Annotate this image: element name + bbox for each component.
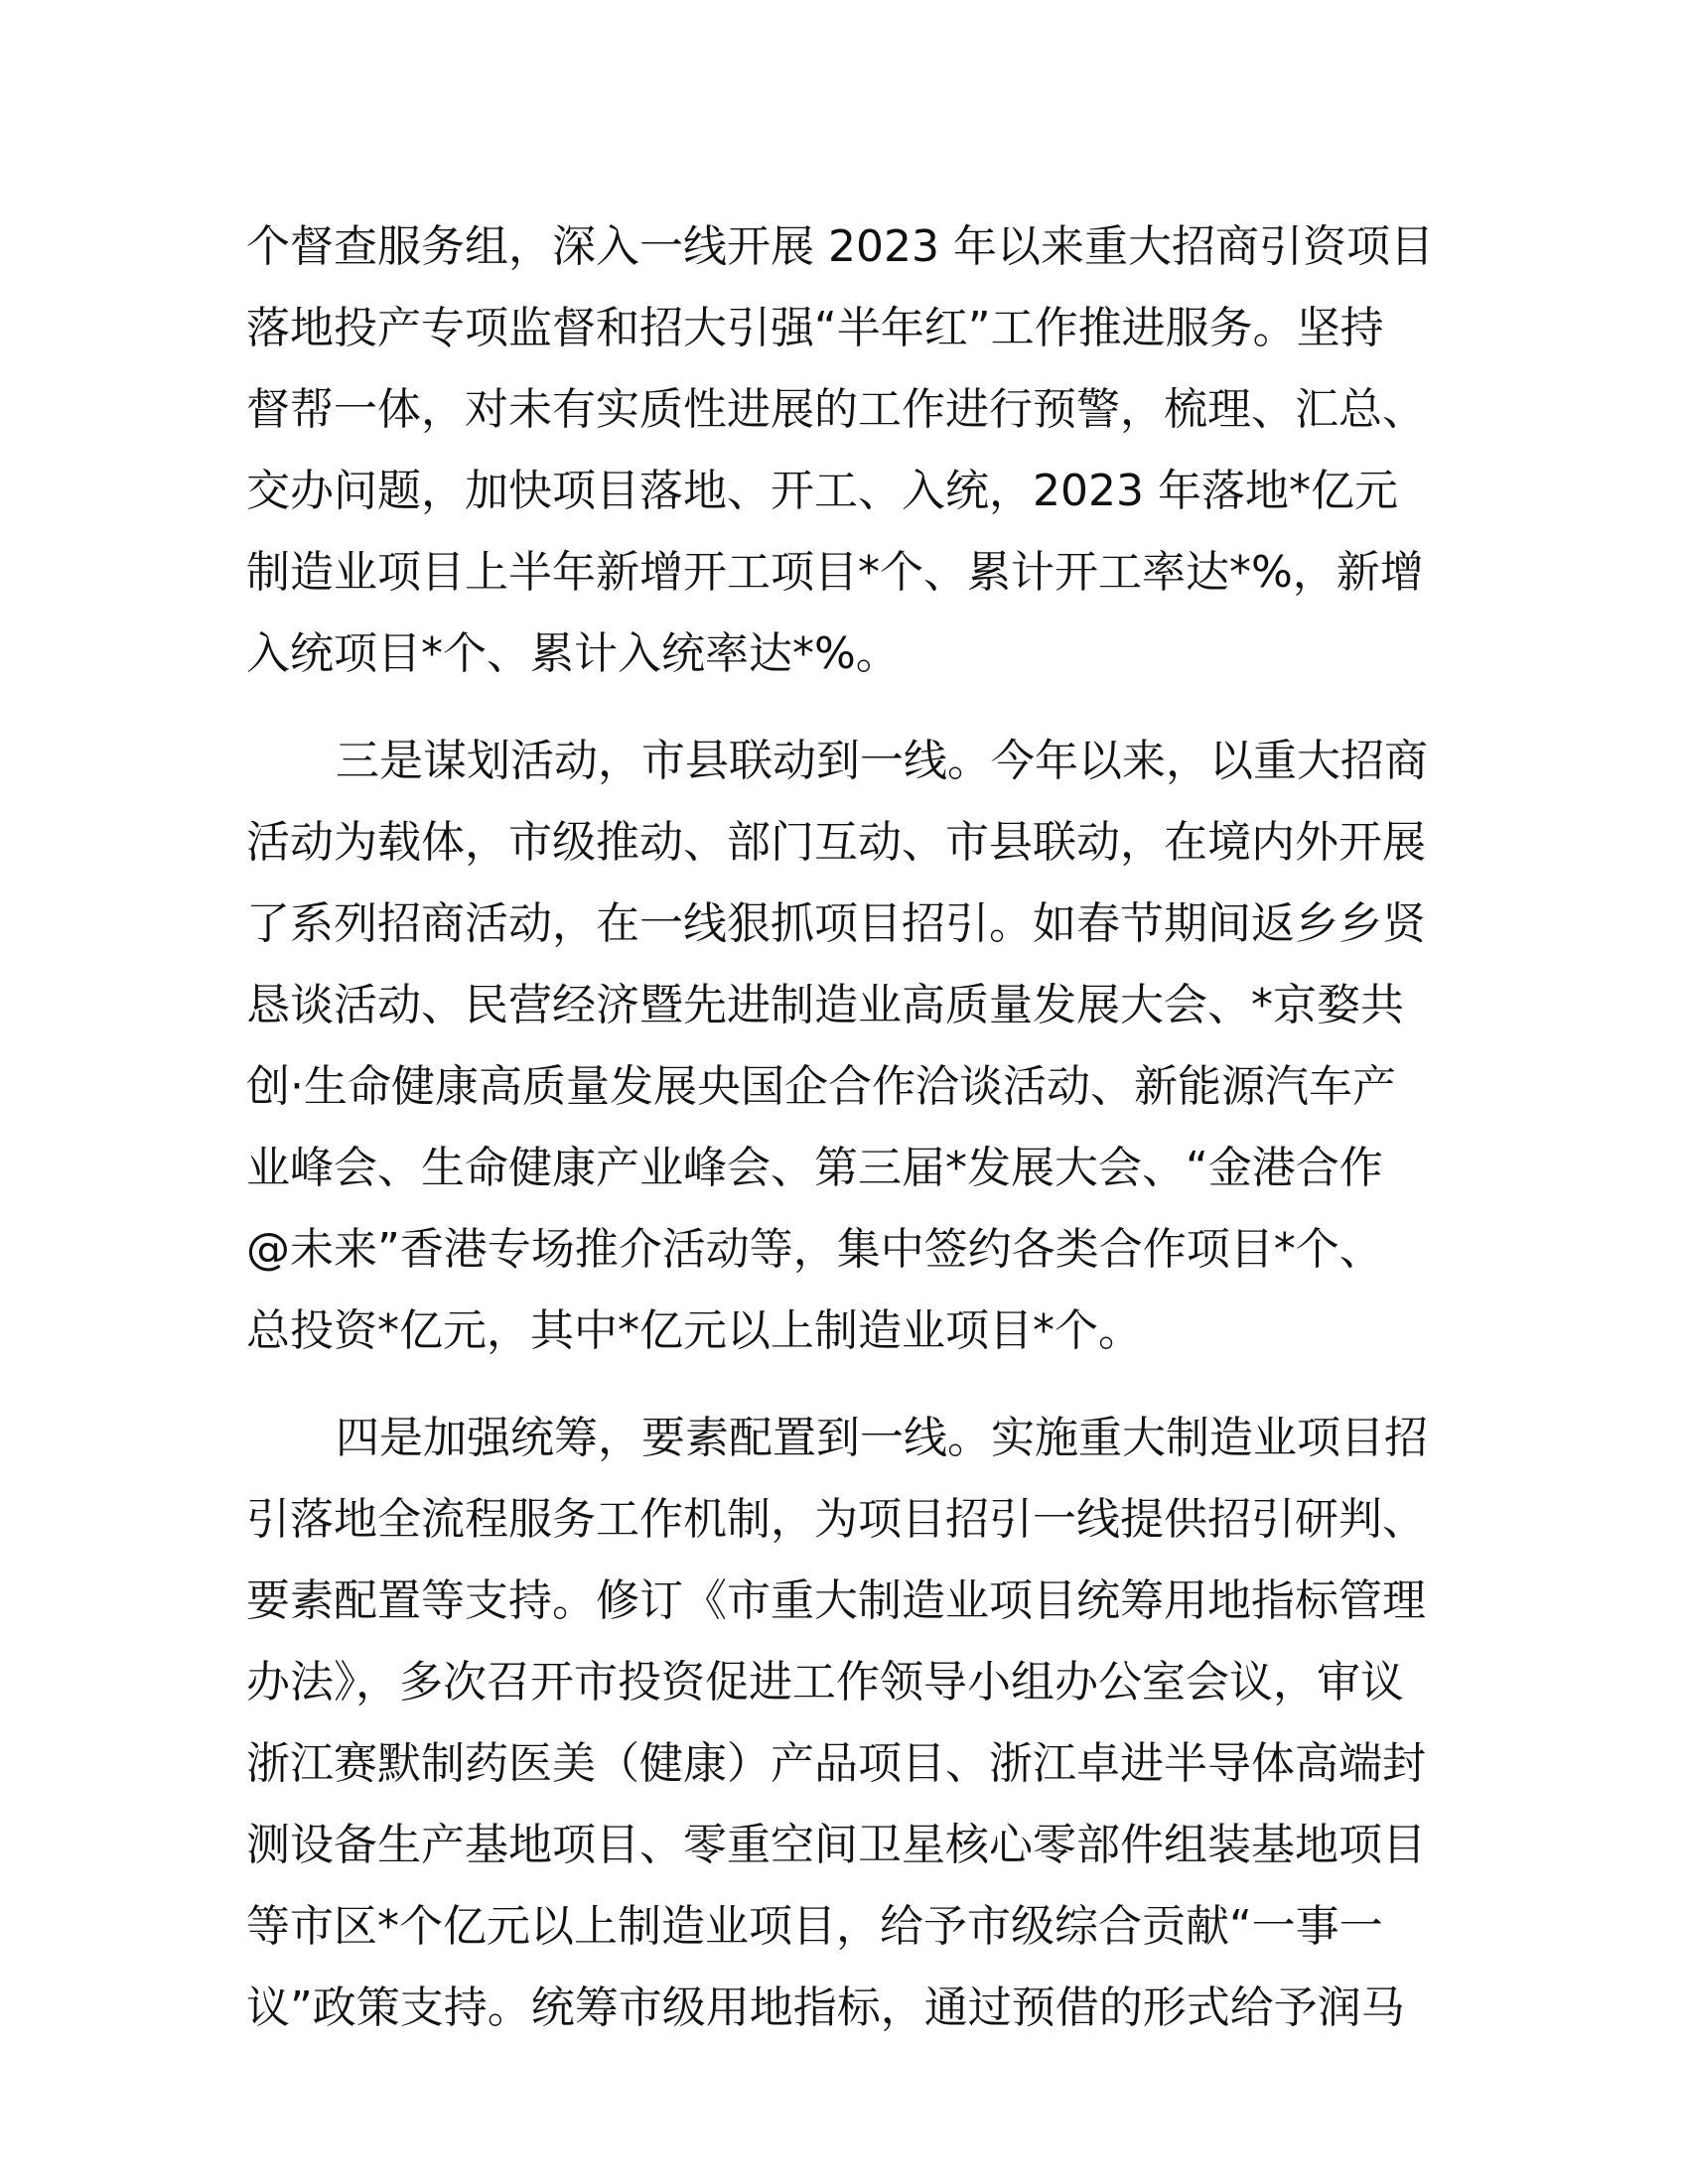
- text-line: 恳谈活动、民营经济暨先进制造业高质量发展大会、*京婺共: [246, 980, 1404, 1030]
- text-line: 三是谋划活动，市县联动到一线。今年以来，以重大招商: [336, 736, 1428, 786]
- text-line: 落地投产专项监督和招大引强“半年红”工作推进服务。坚持: [246, 303, 1384, 353]
- text-line: 总投资*亿元，其中*亿元以上制造业项目*个。: [246, 1305, 1142, 1356]
- text-line: 四是加强统筹，要素配置到一线。实施重大制造业项目招: [336, 1413, 1428, 1463]
- document-body: [246, 206, 1434, 2075]
- text-line: 等市区*个亿元以上制造业项目，给予市级综合贡献“一事一: [246, 1901, 1383, 1952]
- text-line: 要素配置等支持。修订《市重大制造业项目统筹用地指标管理: [246, 1575, 1426, 1626]
- text-line: 了系列招商活动，在一线狠抓项目招引。如春节期间返乡乡贤: [246, 898, 1426, 949]
- text-line: 交办问题，加快项目落地、开工、入统，2023 年落地*亿元: [246, 466, 1398, 516]
- text-line: 业峰会、生命健康产业峰会、第三届*发展大会、“金港合作: [246, 1143, 1383, 1193]
- text-line: 议”政策支持。统筹市级用地指标，通过预借的形式给予润马: [246, 1982, 1405, 2033]
- text-line: 督帮一体，对未有实质性进展的工作进行预警，梳理、汇总、: [246, 384, 1426, 435]
- text-line: @未来”香港专场推介活动等，集中签约各类合作项目*个、: [246, 1224, 1383, 1275]
- text-line: 办法》，多次召开市投资促进工作领导小组办公室会议，审议: [246, 1657, 1404, 1707]
- text-line: 引落地全流程服务工作机制，为项目招引一线提供招引研判、: [246, 1494, 1426, 1545]
- paragraph-activities: [246, 721, 1430, 1372]
- paragraph-coordination: [246, 1398, 1430, 2049]
- paragraph-supervision: [246, 206, 1434, 695]
- text-line: 个督查服务组，深入一线开展 2023 年以来重大招商引资项目: [246, 221, 1434, 272]
- text-line: 创·生命健康高质量发展央国企合作洽谈活动、新能源汽车产: [246, 1061, 1396, 1112]
- text-line: 浙江赛默制药医美（健康）产品项目、浙江卓进半导体高端封: [246, 1738, 1426, 1789]
- text-line: 活动为载体，市级推动、部门互动、市县联动，在境内外开展: [246, 817, 1426, 868]
- text-line: 制造业项目上半年新增开工项目*个、累计开工率达*%，新增: [246, 547, 1424, 598]
- text-line: 测设备生产基地项目、零重空间卫星核心零部件组装基地项目: [246, 1820, 1426, 1870]
- text-line: 入统项目*个、累计入统率达*%。: [246, 628, 900, 679]
